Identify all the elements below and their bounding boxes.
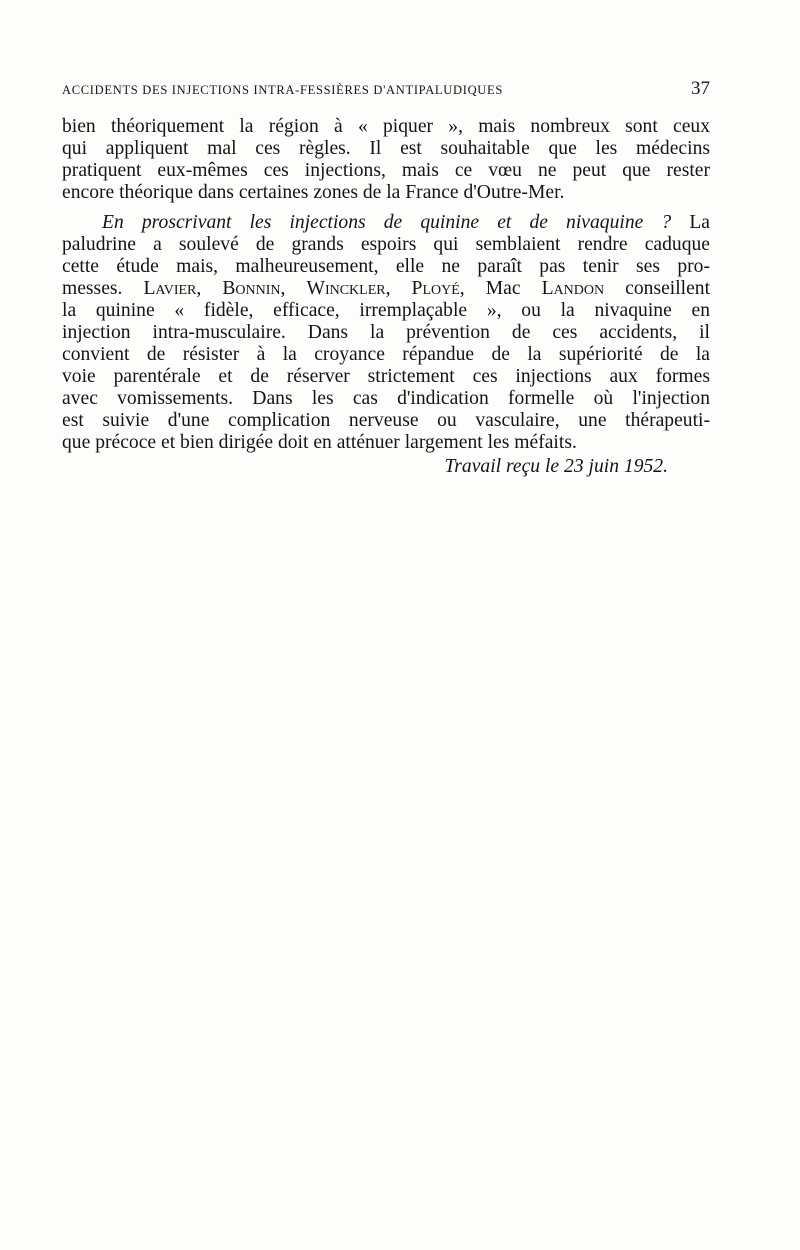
text-line: la quinine « fidèle, efficace, irremplaçable », ou la nivaquine en (62, 300, 710, 321)
text-span: La (671, 212, 710, 233)
running-head (62, 78, 710, 100)
paragraph-conclusion (62, 212, 710, 454)
text-line-authors (62, 278, 710, 300)
text-line: cette étude mais, malheureusement, elle ne paraît pas tenir ses pro- (62, 256, 710, 277)
text-line: pratiquent eux-mêmes ces injections, mais ce vœu ne peut que rester (62, 160, 710, 181)
body-text (62, 116, 710, 454)
text-line: paludrine a soulevé de grands espoirs qui semblaient rendre caduque (62, 234, 710, 255)
comma: , (196, 278, 223, 299)
author-name: Ployé (411, 278, 460, 299)
text-line: bien théoriquement la région à « piquer », mais nombreux sont ceux (62, 116, 710, 137)
text-line: est suivie d'une complication nerveuse ou vasculaire, une thérapeuti- (62, 410, 710, 431)
text-line: que précoce et bien dirigée doit en atténuer largement les méfaits. (62, 432, 577, 453)
text-line: voie parentérale et de réserver strictement ces injections aux formes (62, 366, 710, 387)
paragraph-continuation (62, 116, 710, 204)
author-name: Winckler (306, 278, 386, 299)
running-head-title: ACCIDENTS DES INJECTIONS INTRA-FESSIÈRES D'ANTIPALUDIQUES (62, 83, 504, 97)
comma: , (280, 278, 307, 299)
comma: , (459, 278, 486, 299)
page-number: 37 (691, 78, 710, 99)
author-name-prefix: Mac (485, 278, 521, 299)
italic-lead: En proscrivant les injections de quinine et de nivaquine ? (102, 212, 672, 233)
text-line: encore théorique dans certaines zones de la France d'Outre-Mer. (62, 182, 565, 203)
author-name: Bonnin (222, 278, 281, 299)
author-name: Landon (541, 278, 605, 299)
comma: , (385, 278, 412, 299)
text-span: conseillent (604, 278, 711, 299)
text-span: messes. (62, 278, 144, 299)
text-line: qui appliquent mal ces règles. Il est souhaitable que les médecins (62, 138, 710, 159)
text-line: convient de résister à la croyance répandue de la supériorité de la (62, 344, 710, 365)
text-line: avec vomissements. Dans les cas d'indication formelle où l'injection (62, 388, 710, 409)
text-line: injection intra-musculaire. Dans la prévention de ces accidents, il (62, 322, 710, 343)
received-date-note: Travail reçu le 23 juin 1952. (444, 456, 668, 477)
text-line (62, 212, 710, 234)
author-name: Lavier (143, 278, 197, 299)
